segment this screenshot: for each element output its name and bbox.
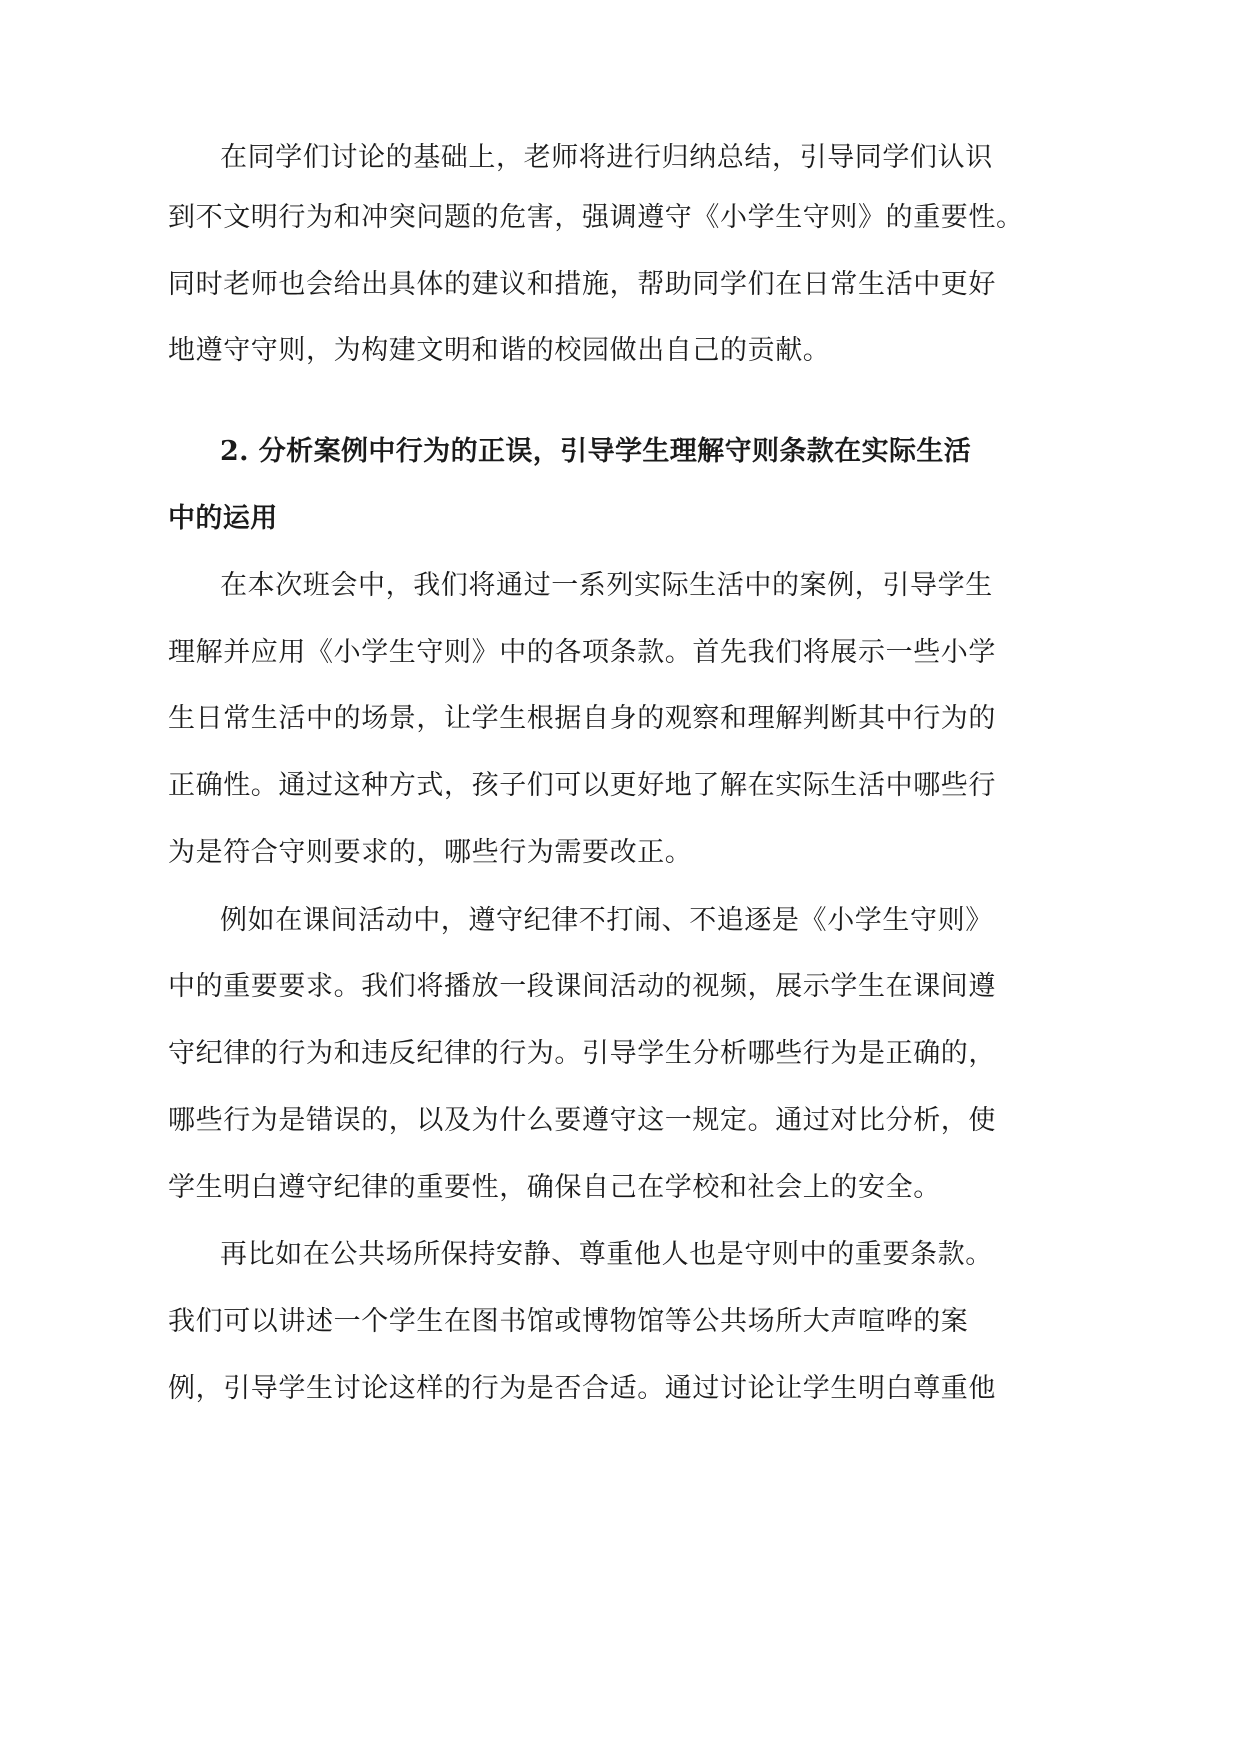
paragraph-3-line-5: 学生明白遵守纪律的重要性，确保自己在学校和社会上的安全。 bbox=[168, 1172, 941, 1203]
paragraph-2-line-1: 在本次班会中，我们将通过一系列实际生活中的案例，引导学生 bbox=[220, 570, 993, 601]
paragraph-3-line-2: 中的重要要求。我们将播放一段课间活动的视频，展示学生在课间遵 bbox=[168, 971, 996, 1002]
paragraph-2-line-2: 理解并应用《小学生守则》中的各项条款。首先我们将展示一些小学 bbox=[168, 637, 996, 668]
paragraph-2-line-4: 正确性。通过这种方式，孩子们可以更好地了解在实际生活中哪些行 bbox=[168, 770, 996, 801]
paragraph-4-line-2: 我们可以讲述一个学生在图书馆或博物馆等公共场所大声喧哗的案 bbox=[168, 1306, 969, 1337]
paragraph-1-line-2: 到不文明行为和冲突问题的危害，强调遵守《小学生守则》的重要性。 bbox=[168, 202, 1024, 233]
paragraph-1-line-1: 在同学们讨论的基础上，老师将进行归纳总结，引导同学们认识 bbox=[220, 142, 993, 173]
paragraph-3-line-1: 例如在课间活动中，遵守纪律不打闹、不追逐是《小学生守则》 bbox=[220, 905, 993, 936]
paragraph-3-line-4: 哪些行为是错误的，以及为什么要遵守这一规定。通过对比分析，使 bbox=[168, 1105, 996, 1136]
section-heading-line-2: 中的运用 bbox=[168, 503, 278, 534]
paragraph-4-line-1: 再比如在公共场所保持安静、尊重他人也是守则中的重要条款。 bbox=[220, 1239, 993, 1270]
paragraph-1-line-3: 同时老师也会给出具体的建议和措施，帮助同学们在日常生活中更好 bbox=[168, 269, 996, 300]
paragraph-2-line-3: 生日常生活中的场景，让学生根据自身的观察和理解判断其中行为的 bbox=[168, 703, 996, 734]
section-heading-line-1: 2. 分析案例中行为的正误，引导学生理解守则条款在实际生活 bbox=[220, 436, 972, 467]
paragraph-4-line-3: 例，引导学生讨论这样的行为是否合适。通过讨论让学生明白尊重他 bbox=[168, 1373, 996, 1404]
paragraph-2-line-5: 为是符合守则要求的，哪些行为需要改正。 bbox=[168, 837, 693, 868]
paragraph-3-line-3: 守纪律的行为和违反纪律的行为。引导学生分析哪些行为是正确的， bbox=[168, 1038, 996, 1069]
paragraph-1-line-4: 地遵守守则，为构建文明和谐的校园做出自己的贡献。 bbox=[168, 335, 831, 366]
